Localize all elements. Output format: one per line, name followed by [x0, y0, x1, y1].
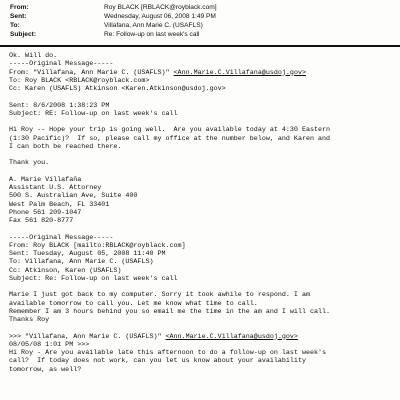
message-line: call? If today does not work, can you let us know about your availability	[9, 357, 306, 366]
original-cc-line: Cc: Karen (USAFLS) Atkinson <Karen.Atkinson@usdoj.gov>	[9, 85, 226, 93]
signature-city: West Palm Beach, FL 33401	[9, 200, 110, 209]
quoted-from-prefix: >>> "Villafana, Ann Marie C. (USAFLS)"	[9, 332, 166, 341]
header-subject-value: Re: Follow-up on last week's call	[104, 31, 200, 38]
signature-fax: Fax 561 820-8777	[9, 217, 74, 225]
header-sent-value: Wednesday, August 06, 2008 1:49 PM	[104, 13, 216, 20]
signature-phone: Phone 561 209-1047	[9, 208, 82, 217]
header-from-value: Roy BLACK [RBLACK@royblack.com]	[104, 4, 217, 11]
header-subject-label: Subject:	[10, 31, 37, 38]
signature-name: A. Marie Villafaña	[9, 175, 82, 184]
header-to-label: To:	[10, 22, 20, 29]
header-subject-row	[0, 31, 400, 39]
original2-subject-line: Subject: Re: Follow-up on last week's call	[9, 274, 178, 283]
spacer	[9, 118, 397, 126]
spacer	[9, 168, 397, 176]
header-to-value: Villafana, Ann Marie C. (USAFLS)	[104, 22, 203, 29]
reply-text: Ok. Will do.	[9, 52, 58, 60]
spacer	[9, 225, 397, 233]
original-message-separator-2: -----Original Message-----	[9, 233, 114, 242]
original2-to-line: To: Villafana, Ann Marie C. (USAFLS)	[9, 258, 154, 267]
spacer	[9, 93, 397, 101]
message-line: Remember I am 3 hours behind you so email me the time in the am and I will call.	[9, 307, 331, 316]
quoted-date-line: 08/05/08 1:01 PM >>>	[9, 340, 90, 349]
original2-cc-line: Cc: Atkinson, Karen (USAFLS)	[9, 266, 122, 275]
thanks-line: Thank you.	[9, 159, 50, 168]
message-line: tomorrow, as well?	[9, 365, 82, 374]
original2-from-line: From: Roy BLACK [mailto:RBLACK@royblack.com]	[9, 241, 186, 250]
email-body	[9, 52, 397, 374]
quoted-from-email-link[interactable]: <Ann.Marie.C.Villafana@usdoj.gov>	[165, 332, 298, 341]
message-line: (1:30 Pacific)? If so, please call my office at the number below, and Karen and	[9, 134, 331, 143]
spacer	[9, 324, 397, 332]
signature-title: Assistant U.S. Attorney	[9, 184, 102, 192]
spacer	[9, 151, 397, 159]
original-from-email-link[interactable]: <Ann.Marie.C.Villafana@usdoj.gov>	[173, 68, 306, 77]
original-from-prefix: From: "Villafana, Ann Marie C. (USAFLS)"	[9, 68, 174, 77]
message-line: Hi Roy -- Hope your trip is going well. Are you available today at 4:30 Eastern	[9, 126, 331, 135]
message-line: Thanks Roy	[9, 316, 50, 324]
original-from-line	[9, 69, 397, 77]
header-from-label: From:	[10, 4, 29, 11]
quoted-from-line	[9, 333, 397, 341]
message-line: available tomorrow to call you. Let me know what time to call.	[9, 299, 258, 308]
message-line: Hi Roy - Are you available late this afternoon to do a follow-up on last week's	[9, 349, 327, 357]
original-message-separator: -----Original Message-----	[9, 60, 114, 69]
message-line: I can both be reached there.	[9, 142, 122, 151]
original-sent-line: Sent: 8/6/2008 1:38:23 PM	[9, 101, 110, 110]
header-sent-label: Sent:	[10, 13, 27, 20]
header-to-row	[0, 22, 400, 30]
spacer	[9, 283, 397, 291]
signature-address: 500 S. Australian Ave, Suite 400	[9, 192, 138, 201]
header-from-row	[0, 4, 400, 12]
original-to-line: To: Roy BLACK <RBLACK@royblack.com>	[9, 76, 150, 85]
message-line: Marie I just got back to my computer. Sorry it took awhile to respond. I am	[9, 291, 310, 300]
header-sent-row	[0, 13, 400, 21]
original-subject-line: Subject: RE: Follow-up on last week's call	[9, 109, 178, 118]
header-divider	[0, 45, 400, 47]
original2-sent-line: Sent: Tuesday, August 05, 2008 11:40 PM	[9, 250, 166, 258]
